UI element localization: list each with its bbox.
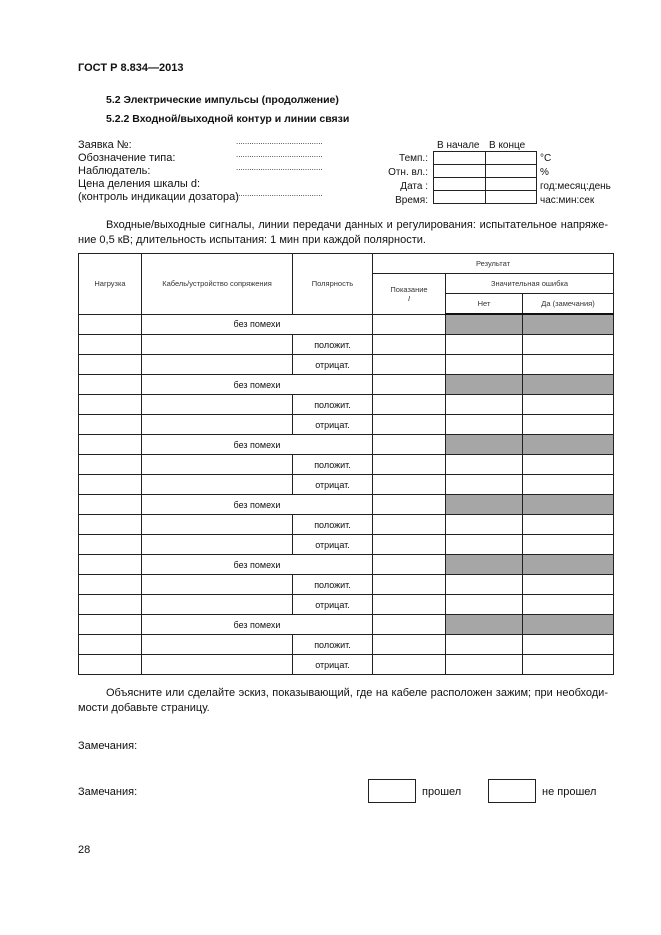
no-error-cell[interactable]	[446, 415, 523, 435]
no-noise-cell: без помехи	[142, 375, 373, 395]
field-dots[interactable]: .......................................	[236, 137, 323, 146]
cable-cell[interactable]	[142, 395, 293, 415]
no-error-cell[interactable]	[446, 455, 523, 475]
cable-cell[interactable]	[142, 635, 293, 655]
table-row	[79, 655, 614, 675]
no-error-cell[interactable]	[446, 595, 523, 615]
environment-table	[433, 151, 537, 204]
load-cell[interactable]	[79, 635, 142, 655]
header-error: Значительная ошибка	[446, 274, 614, 294]
shaded-cell	[446, 555, 523, 575]
yes-error-cell[interactable]	[523, 595, 614, 615]
load-cell[interactable]	[79, 535, 142, 555]
load-cell[interactable]	[79, 435, 142, 455]
reading-cell[interactable]	[373, 435, 446, 455]
shaded-cell	[523, 555, 614, 575]
shaded-cell	[446, 314, 523, 335]
polarity-cell: положит.	[293, 335, 373, 355]
polarity-cell: положит.	[293, 515, 373, 535]
load-cell[interactable]	[79, 355, 142, 375]
table-row	[79, 435, 614, 455]
reading-cell[interactable]	[373, 314, 446, 335]
env-label: Дата :	[400, 181, 428, 192]
reading-cell[interactable]	[373, 635, 446, 655]
reading-cell[interactable]	[373, 455, 446, 475]
no-error-cell[interactable]	[446, 535, 523, 555]
load-cell[interactable]	[79, 555, 142, 575]
shaded-cell	[446, 375, 523, 395]
reading-cell[interactable]	[373, 495, 446, 515]
yes-error-cell[interactable]	[523, 535, 614, 555]
yes-error-cell[interactable]	[523, 355, 614, 375]
env-cell[interactable]	[485, 191, 537, 204]
field-dots[interactable]: .......................................	[236, 150, 323, 159]
shaded-cell	[523, 435, 614, 455]
load-cell[interactable]	[79, 335, 142, 355]
cable-cell[interactable]	[142, 575, 293, 595]
no-error-cell[interactable]	[446, 335, 523, 355]
field-label: Обозначение типа:	[78, 152, 176, 164]
no-noise-cell: без помехи	[142, 495, 373, 515]
field-dots[interactable]: .......................................	[236, 189, 323, 198]
reading-cell[interactable]	[373, 515, 446, 535]
load-cell[interactable]	[79, 655, 142, 675]
load-cell[interactable]	[79, 395, 142, 415]
yes-error-cell[interactable]	[523, 515, 614, 535]
env-cell[interactable]	[434, 191, 486, 204]
no-noise-cell: без помехи	[142, 314, 373, 335]
table-row	[79, 635, 614, 655]
reading-cell[interactable]	[373, 475, 446, 495]
remarks-label: Замечания:	[78, 786, 138, 798]
yes-error-cell[interactable]	[523, 475, 614, 495]
reading-cell[interactable]	[373, 375, 446, 395]
no-error-cell[interactable]	[446, 515, 523, 535]
paragraph-signals: Входные/выходные сигналы, линии передачи данных и регулирования: испытательное напряже-ние 0,5 кВ; длительность испытания: 1 мин при каждой полярности.	[78, 219, 608, 246]
reading-label: Показание	[390, 284, 428, 294]
load-cell[interactable]	[79, 415, 142, 435]
cable-cell[interactable]	[142, 415, 293, 435]
env-col-end: В конце	[489, 140, 526, 151]
no-error-cell[interactable]	[446, 395, 523, 415]
paragraph-sketch: Объясните или сделайте эскиз, показывающий, где на кабеле расположен зажим; при необходи-мости добавьте страницу.	[78, 687, 608, 714]
reading-symbol: I	[407, 293, 411, 303]
results-table	[78, 253, 614, 675]
no-error-cell[interactable]	[446, 655, 523, 675]
load-cell[interactable]	[79, 595, 142, 615]
shaded-cell	[523, 495, 614, 515]
reading-cell[interactable]	[373, 555, 446, 575]
table-row	[79, 495, 614, 515]
table-row	[79, 575, 614, 595]
reading-cell[interactable]	[373, 655, 446, 675]
yes-error-cell[interactable]	[523, 655, 614, 675]
yes-error-cell[interactable]	[523, 415, 614, 435]
failed-checkbox[interactable]	[488, 779, 536, 803]
table-row	[79, 475, 614, 495]
polarity-cell: положит.	[293, 395, 373, 415]
reading-cell[interactable]	[373, 575, 446, 595]
env-label: Темп.:	[399, 153, 428, 164]
load-cell[interactable]	[79, 575, 142, 595]
env-label: Отн. вл.:	[388, 167, 428, 178]
cable-cell[interactable]	[142, 535, 293, 555]
env-label: Время:	[395, 195, 428, 206]
table-row	[79, 355, 614, 375]
header-result: Результат	[373, 254, 614, 274]
reading-cell[interactable]	[373, 395, 446, 415]
table-row	[79, 555, 614, 575]
cable-cell[interactable]	[142, 335, 293, 355]
no-noise-cell: без помехи	[142, 435, 373, 455]
polarity-cell: положит.	[293, 635, 373, 655]
env-unit: °C	[540, 153, 552, 164]
load-cell[interactable]	[79, 475, 142, 495]
shaded-cell	[446, 495, 523, 515]
cable-cell[interactable]	[142, 455, 293, 475]
header-cable: Кабель/устройство сопряжения	[142, 254, 293, 315]
no-error-cell[interactable]	[446, 475, 523, 495]
shaded-cell	[446, 615, 523, 635]
field-label: (контроль индикации дозатора)	[78, 191, 239, 203]
shaded-cell	[523, 615, 614, 635]
reading-cell[interactable]	[373, 335, 446, 355]
header-yes: Да (замечания)	[523, 294, 614, 315]
yes-error-cell[interactable]	[523, 455, 614, 475]
table-row	[79, 595, 614, 615]
load-cell[interactable]	[79, 515, 142, 535]
cable-cell[interactable]	[142, 475, 293, 495]
reading-cell[interactable]	[373, 415, 446, 435]
header-no: Нет	[446, 294, 523, 315]
table-row	[79, 455, 614, 475]
doc-header: ГОСТ Р 8.834—2013	[78, 62, 184, 74]
polarity-cell: отрицат.	[293, 355, 373, 375]
field-label: Заявка №:	[78, 139, 132, 151]
polarity-cell: отрицат.	[293, 415, 373, 435]
env-cell[interactable]	[434, 152, 486, 165]
polarity-cell: отрицат.	[293, 595, 373, 615]
table-row	[79, 515, 614, 535]
table-row	[79, 375, 614, 395]
env-unit: %	[540, 167, 549, 178]
header-polarity: Полярность	[293, 254, 373, 315]
yes-error-cell[interactable]	[523, 335, 614, 355]
no-noise-cell: без помехи	[142, 555, 373, 575]
polarity-cell: положит.	[293, 575, 373, 595]
env-cell[interactable]	[434, 178, 486, 191]
yes-error-cell[interactable]	[523, 575, 614, 595]
env-unit: год:месяц:день	[540, 181, 611, 192]
load-cell[interactable]	[79, 455, 142, 475]
subsection-title: 5.2.2 Входной/выходной контур и линии связи	[106, 113, 350, 125]
env-cell[interactable]	[434, 165, 486, 178]
header-load: Нагрузка	[79, 254, 142, 315]
no-error-cell[interactable]	[446, 635, 523, 655]
load-cell[interactable]	[79, 495, 142, 515]
load-cell[interactable]	[79, 375, 142, 395]
env-cell[interactable]	[485, 165, 537, 178]
section-title: 5.2 Электрические импульсы (продолжение)	[106, 94, 339, 106]
no-noise-cell: без помехи	[142, 615, 373, 635]
cable-cell[interactable]	[142, 355, 293, 375]
env-unit: час:мин:сек	[540, 195, 595, 206]
table-row	[79, 535, 614, 555]
table-row	[79, 615, 614, 635]
table-row	[79, 415, 614, 435]
env-col-start: В начале	[437, 140, 480, 151]
polarity-cell: отрицат.	[293, 535, 373, 555]
no-error-cell[interactable]	[446, 355, 523, 375]
table-row	[79, 335, 614, 355]
reading-cell[interactable]	[373, 355, 446, 375]
field-dots[interactable]: .......................................	[236, 163, 323, 172]
table-row	[79, 314, 614, 335]
failed-label: не прошел	[542, 786, 597, 798]
field-label: Наблюдатель:	[78, 165, 151, 177]
env-cell[interactable]	[485, 152, 537, 165]
env-cell[interactable]	[485, 178, 537, 191]
yes-error-cell[interactable]	[523, 395, 614, 415]
polarity-cell: отрицат.	[293, 475, 373, 495]
reading-cell[interactable]	[373, 595, 446, 615]
header-reading	[373, 274, 446, 315]
page-number: 28	[78, 844, 91, 856]
field-label: Цена деления шкалы d:	[78, 178, 200, 190]
shaded-cell	[446, 435, 523, 455]
cable-cell[interactable]	[142, 595, 293, 615]
remarks-label: Замечания:	[78, 740, 138, 752]
cable-cell[interactable]	[142, 515, 293, 535]
yes-error-cell[interactable]	[523, 635, 614, 655]
reading-cell[interactable]	[373, 615, 446, 635]
polarity-cell: положит.	[293, 455, 373, 475]
table-row	[79, 395, 614, 415]
load-cell[interactable]	[79, 615, 142, 635]
passed-checkbox[interactable]	[368, 779, 416, 803]
polarity-cell: отрицат.	[293, 655, 373, 675]
load-cell[interactable]	[79, 314, 142, 335]
shaded-cell	[523, 314, 614, 335]
no-error-cell[interactable]	[446, 575, 523, 595]
passed-label: прошел	[422, 786, 462, 798]
cable-cell[interactable]	[142, 655, 293, 675]
shaded-cell	[523, 375, 614, 395]
reading-cell[interactable]	[373, 535, 446, 555]
